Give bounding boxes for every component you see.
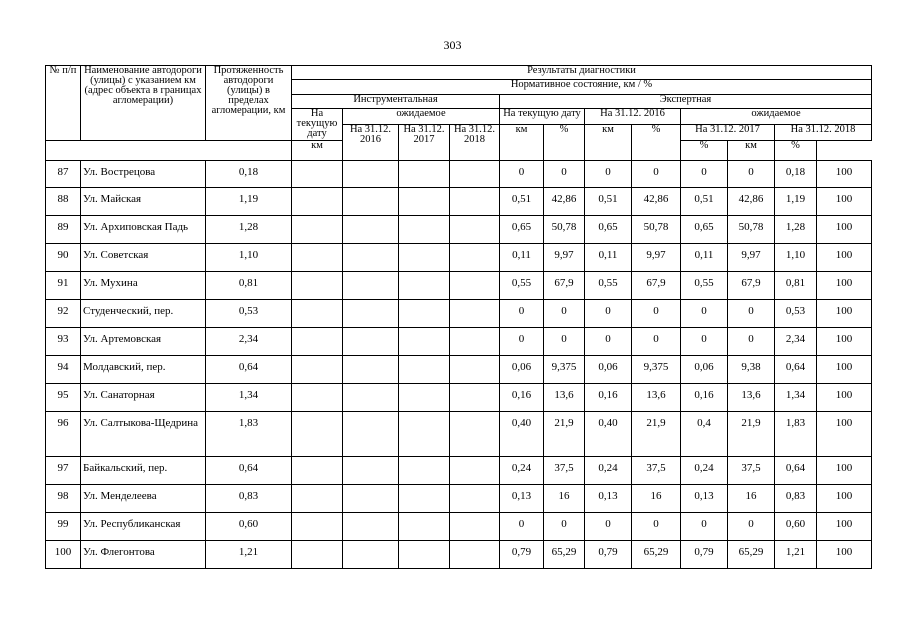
row-number: 93 [46,328,81,356]
road-name: Ул. Флегонтова [81,541,206,569]
exp-2016-km: 0,40 [585,412,632,457]
exp-2017-pct: 37,5 [728,457,775,485]
road-length: 0,64 [206,457,292,485]
exp-2018-km: 1,19 [775,188,817,216]
instrumental-cell [343,384,399,412]
road-length: 1,10 [206,244,292,272]
exp-2017-km: 0,65 [681,216,728,244]
exp-2017-pct: 67,9 [728,272,775,300]
exp-2017-km: 0,55 [681,272,728,300]
row-number: 94 [46,356,81,384]
exp-2017-pct: 65,29 [728,541,775,569]
instrumental-cell [292,328,343,356]
row-number: 91 [46,272,81,300]
exp-current-km: 0,06 [500,356,544,384]
instrumental-cell [450,356,500,384]
exp-current-km: 0,16 [500,384,544,412]
exp-current-pct: 0 [544,328,585,356]
road-length: 0,53 [206,300,292,328]
exp-current-pct: 50,78 [544,216,585,244]
header-km: км [500,125,544,161]
exp-2018-pct: 100 [817,384,872,412]
exp-2017-pct: 21,9 [728,412,775,457]
instrumental-cell [292,188,343,216]
table-row [46,513,872,541]
exp-2018-pct: 100 [817,272,872,300]
instrumental-cell [450,457,500,485]
instrumental-cell [343,328,399,356]
exp-2017-km: 0,51 [681,188,728,216]
exp-2017-km: 0,06 [681,356,728,384]
header-exp-2017: На 31.12. 2017 [681,125,775,141]
exp-2016-pct: 0 [632,513,681,541]
header-spacer [46,141,292,161]
instrumental-cell [399,272,450,300]
exp-2017-km: 0,79 [681,541,728,569]
table-row [46,485,872,513]
header-km: км [292,141,343,161]
exp-2018-pct: 100 [817,541,872,569]
exp-2016-km: 0,65 [585,216,632,244]
exp-2016-pct: 0 [632,161,681,188]
exp-2018-km: 0,83 [775,485,817,513]
exp-2018-km: 1,21 [775,541,817,569]
instrumental-cell [343,300,399,328]
instrumental-cell [399,485,450,513]
exp-current-km: 0,55 [500,272,544,300]
exp-current-km: 0 [500,513,544,541]
instrumental-cell [292,216,343,244]
instrumental-cell [399,188,450,216]
exp-current-km: 0,13 [500,485,544,513]
road-name: Ул. Санаторная [81,384,206,412]
road-name: Молдавский, пер. [81,356,206,384]
exp-current-pct: 21,9 [544,412,585,457]
row-number: 90 [46,244,81,272]
header-length: Протяженность автодороги (улицы) в пределах агломерации, км [206,66,292,141]
instrumental-cell [399,384,450,412]
exp-2017-km: 0,11 [681,244,728,272]
exp-2016-km: 0 [585,328,632,356]
instrumental-cell [343,513,399,541]
instrumental-cell [343,412,399,457]
exp-current-pct: 0 [544,513,585,541]
table-row [46,328,872,356]
road-name: Ул. Майская [81,188,206,216]
instrumental-cell [450,485,500,513]
page-number: 303 [443,38,462,52]
exp-2016-km: 0,11 [585,244,632,272]
road-length: 1,28 [206,216,292,244]
exp-2016-km: 0,13 [585,485,632,513]
header-pct: % [681,141,728,161]
instrumental-cell [292,272,343,300]
instrumental-cell [450,244,500,272]
exp-2016-pct: 0 [632,328,681,356]
header-pct: % [632,125,681,161]
exp-current-km: 0,65 [500,216,544,244]
exp-2018-km: 1,34 [775,384,817,412]
exp-2018-km: 0,64 [775,457,817,485]
instrumental-cell [292,244,343,272]
diagnostics-table [45,65,872,569]
exp-2017-pct: 0 [728,161,775,188]
header-name: Наименование автодороги (улицы) с указанием км (адрес объекта в границах агломерации) [81,66,206,141]
table-row [46,541,872,569]
instrumental-cell [399,161,450,188]
exp-2017-km: 0,4 [681,412,728,457]
exp-2017-km: 0,13 [681,485,728,513]
exp-2018-pct: 100 [817,216,872,244]
table-row [46,412,872,457]
instrumental-cell [343,161,399,188]
exp-2016-pct: 65,29 [632,541,681,569]
exp-2018-km: 0,64 [775,356,817,384]
instrumental-cell [450,513,500,541]
exp-2018-pct: 100 [817,457,872,485]
exp-2016-pct: 9,375 [632,356,681,384]
road-name: Ул. Советская [81,244,206,272]
exp-current-km: 0 [500,328,544,356]
exp-2017-pct: 0 [728,328,775,356]
road-length: 0,83 [206,485,292,513]
road-length: 1,83 [206,412,292,457]
road-length: 0,81 [206,272,292,300]
exp-2018-km: 0,53 [775,300,817,328]
table-row [46,457,872,485]
exp-current-pct: 9,97 [544,244,585,272]
table-row [46,300,872,328]
header-inst-current: На текущую дату [292,109,343,141]
header-inst-expected: ожидаемое [343,109,500,125]
exp-2018-km: 1,28 [775,216,817,244]
exp-2016-km: 0,06 [585,356,632,384]
exp-2018-km: 2,34 [775,328,817,356]
road-length: 1,21 [206,541,292,569]
row-number: 92 [46,300,81,328]
exp-current-pct: 37,5 [544,457,585,485]
header-inst-2016: На 31.12. 2016 [343,125,399,161]
instrumental-cell [292,384,343,412]
instrumental-cell [343,188,399,216]
instrumental-cell [292,513,343,541]
instrumental-cell [292,412,343,457]
table-row [46,216,872,244]
exp-current-pct: 65,29 [544,541,585,569]
exp-2017-km: 0 [681,300,728,328]
instrumental-cell [450,272,500,300]
exp-2017-km: 0,16 [681,384,728,412]
instrumental-cell [450,328,500,356]
exp-2016-km: 0 [585,513,632,541]
header-exp-current: На текущую дату [500,109,585,125]
instrumental-cell [292,300,343,328]
instrumental-cell [343,457,399,485]
table-row [46,161,872,188]
header-exp-2016: На 31.12. 2016 [585,109,681,125]
header-inst-2017: На 31.12. 2017 [399,125,450,161]
exp-current-pct: 67,9 [544,272,585,300]
row-number: 96 [46,412,81,457]
exp-2018-pct: 100 [817,328,872,356]
instrumental-cell [343,485,399,513]
instrumental-cell [292,457,343,485]
exp-2017-km: 0 [681,513,728,541]
road-name: Ул. Вострецова [81,161,206,188]
exp-2016-pct: 67,9 [632,272,681,300]
row-number: 95 [46,384,81,412]
table-row [46,356,872,384]
instrumental-cell [399,412,450,457]
exp-current-km: 0,79 [500,541,544,569]
row-number: 97 [46,457,81,485]
exp-2017-pct: 0 [728,513,775,541]
exp-current-km: 0 [500,161,544,188]
exp-2017-km: 0 [681,161,728,188]
table-row [46,384,872,412]
exp-2018-km: 0,81 [775,272,817,300]
exp-2018-km: 1,10 [775,244,817,272]
exp-2018-km: 0,60 [775,513,817,541]
header-instrumental: Инструментальная [292,95,500,109]
row-number: 89 [46,216,81,244]
exp-2018-pct: 100 [817,161,872,188]
table-row [46,272,872,300]
row-number: 88 [46,188,81,216]
instrumental-cell [343,272,399,300]
header-expert: Экспертная [500,95,872,109]
exp-2016-pct: 42,86 [632,188,681,216]
road-length: 0,64 [206,356,292,384]
instrumental-cell [450,216,500,244]
exp-current-pct: 0 [544,300,585,328]
road-name: Ул. Республиканская [81,513,206,541]
exp-2018-pct: 100 [817,300,872,328]
exp-current-km: 0,40 [500,412,544,457]
road-name: Ул. Салтыкова-Щедрина [81,412,206,457]
exp-current-pct: 16 [544,485,585,513]
exp-2018-pct: 100 [817,244,872,272]
header-num: № п/п [46,66,81,141]
instrumental-cell [450,384,500,412]
header-km: км [585,125,632,161]
header-km: км [728,141,775,161]
exp-current-km: 0,51 [500,188,544,216]
exp-2016-pct: 21,9 [632,412,681,457]
instrumental-cell [399,513,450,541]
exp-2018-pct: 100 [817,188,872,216]
exp-2018-pct: 100 [817,356,872,384]
table-row [46,188,872,216]
row-number: 100 [46,541,81,569]
header-inst-2018: На 31.12. 2018 [450,125,500,161]
instrumental-cell [399,300,450,328]
exp-2018-pct: 100 [817,485,872,513]
exp-2017-pct: 0 [728,300,775,328]
road-length: 1,34 [206,384,292,412]
instrumental-cell [343,356,399,384]
header-results: Результаты диагностики [292,66,872,80]
table-row [46,244,872,272]
road-name: Ул. Архиповская Падь [81,216,206,244]
exp-2016-pct: 9,97 [632,244,681,272]
instrumental-cell [450,188,500,216]
exp-2017-pct: 9,97 [728,244,775,272]
header-exp-2018: На 31.12. 2018 [775,125,872,141]
exp-2016-pct: 0 [632,300,681,328]
road-name: Ул. Артемовская [81,328,206,356]
instrumental-cell [343,541,399,569]
header-pct: % [775,141,817,161]
instrumental-cell [450,541,500,569]
exp-2016-km: 0,16 [585,384,632,412]
instrumental-cell [399,457,450,485]
instrumental-cell [292,356,343,384]
exp-2016-km: 0 [585,161,632,188]
exp-2016-pct: 50,78 [632,216,681,244]
exp-2017-km: 0 [681,328,728,356]
header-normative: Нормативное состояние, км / % [292,80,872,95]
instrumental-cell [399,328,450,356]
instrumental-cell [450,412,500,457]
instrumental-cell [399,216,450,244]
header-exp-expected: ожидаемое [681,109,872,125]
header-pct: % [544,125,585,161]
row-number: 98 [46,485,81,513]
exp-2017-km: 0,24 [681,457,728,485]
exp-2016-km: 0,51 [585,188,632,216]
exp-current-km: 0 [500,300,544,328]
exp-2016-pct: 37,5 [632,457,681,485]
exp-current-km: 0,11 [500,244,544,272]
road-name: Ул. Менделеева [81,485,206,513]
exp-current-pct: 13,6 [544,384,585,412]
exp-2017-pct: 9,38 [728,356,775,384]
exp-current-pct: 42,86 [544,188,585,216]
instrumental-cell [399,541,450,569]
exp-2016-km: 0 [585,300,632,328]
instrumental-cell [292,541,343,569]
road-name: Ул. Мухина [81,272,206,300]
exp-2018-pct: 100 [817,513,872,541]
instrumental-cell [292,485,343,513]
instrumental-cell [450,300,500,328]
exp-2016-km: 0,24 [585,457,632,485]
exp-current-pct: 0 [544,161,585,188]
instrumental-cell [292,161,343,188]
row-number: 87 [46,161,81,188]
exp-2017-pct: 13,6 [728,384,775,412]
exp-2017-pct: 42,86 [728,188,775,216]
instrumental-cell [343,216,399,244]
exp-2016-pct: 13,6 [632,384,681,412]
exp-2018-km: 1,83 [775,412,817,457]
exp-current-km: 0,24 [500,457,544,485]
road-length: 2,34 [206,328,292,356]
road-length: 0,18 [206,161,292,188]
exp-2016-km: 0,55 [585,272,632,300]
instrumental-cell [450,161,500,188]
exp-2017-pct: 16 [728,485,775,513]
road-name: Студенческий, пер. [81,300,206,328]
instrumental-cell [343,244,399,272]
row-number: 99 [46,513,81,541]
instrumental-cell [399,244,450,272]
instrumental-cell [399,356,450,384]
exp-2016-km: 0,79 [585,541,632,569]
exp-2018-km: 0,18 [775,161,817,188]
road-length: 1,19 [206,188,292,216]
exp-2017-pct: 50,78 [728,216,775,244]
road-name: Байкальский, пер. [81,457,206,485]
road-length: 0,60 [206,513,292,541]
exp-2016-pct: 16 [632,485,681,513]
exp-2018-pct: 100 [817,412,872,457]
exp-current-pct: 9,375 [544,356,585,384]
